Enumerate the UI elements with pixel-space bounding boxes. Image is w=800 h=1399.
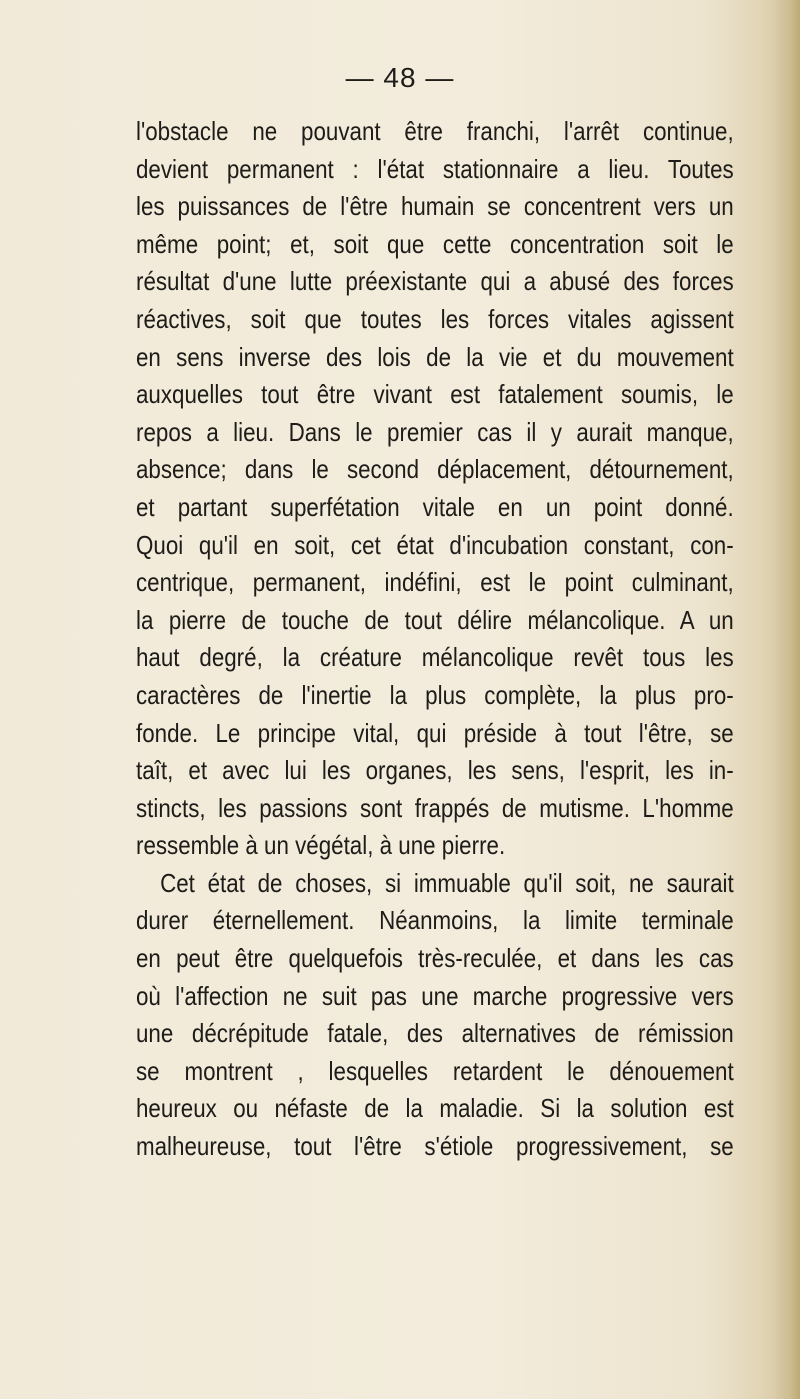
text-line: caractères de l'inertie la plus complète, la plus pro- — [136, 679, 734, 710]
text-line: se montrent , lesquelles retardent le dénouement — [136, 1055, 734, 1086]
page-edge-shadow — [774, 0, 800, 1399]
text-line: durer éternellement. Néanmoins, la limite terminale — [136, 905, 734, 936]
text-line: et partant superfétation vitale en un point donné. — [136, 491, 734, 522]
text-line: absence; dans le second déplacement, détournement, — [136, 454, 734, 485]
page-number: — 48 — — [345, 62, 455, 93]
text-line: malheureuse, tout l'être s'étiole progressivement, se — [136, 1131, 734, 1162]
text-line: Quoi qu'il en soit, cet état d'incubation constant, con- — [136, 529, 734, 560]
text-line: en peut être quelquefois très-reculée, et dans les cas — [136, 943, 734, 974]
text-line: réactives, soit que toutes les forces vitales agissent — [136, 303, 734, 334]
text-line: où l'affection ne suit pas une marche progressive vers — [136, 980, 734, 1011]
text-line: repos a lieu. Dans le premier cas il y aurait manque, — [136, 416, 734, 447]
text-line: fonde. Le principe vital, qui préside à tout l'être, se — [136, 717, 734, 748]
text-line: en sens inverse des lois de la vie et du mouvement — [136, 341, 734, 372]
text-line: devient permanent : l'état stationnaire a lieu. Toutes — [136, 153, 734, 184]
text-line: une décrépitude fatale, des alternatives de rémission — [136, 1018, 734, 1049]
text-line: résultat d'une lutte préexistante qui a abusé des forces — [136, 266, 734, 297]
text-line: stincts, les passions sont frappés de mutisme. L'homme — [136, 792, 734, 823]
paragraph-end-line: ressemble à un végétal, à une pierre. — [136, 830, 506, 861]
text-line: l'obstacle ne pouvant être franchi, l'arrêt continue, — [136, 116, 734, 146]
text-line: haut degré, la créature mélancolique revêt tous les — [136, 642, 734, 673]
text-line: auxquelles tout être vivant est fatalement soumis, le — [136, 379, 734, 410]
text-line: taît, et avec lui les organes, les sens, l'esprit, les in- — [136, 755, 734, 786]
paragraph-start-line: Cet état de choses, si immuable qu'il soit, ne saurait — [160, 867, 734, 898]
body-text — [136, 113, 734, 1166]
text-line: même point; et, soit que cette concentration soit le — [136, 228, 734, 259]
text-line: la pierre de touche de tout délire mélancolique. A un — [136, 604, 734, 635]
text-line: heureux ou néfaste de la maladie. Si la solution est — [136, 1093, 734, 1124]
text-line: les puissances de l'être humain se concentrent vers un — [136, 191, 734, 222]
text-line: centrique, permanent, indéfini, est le point culminant, — [136, 567, 734, 598]
